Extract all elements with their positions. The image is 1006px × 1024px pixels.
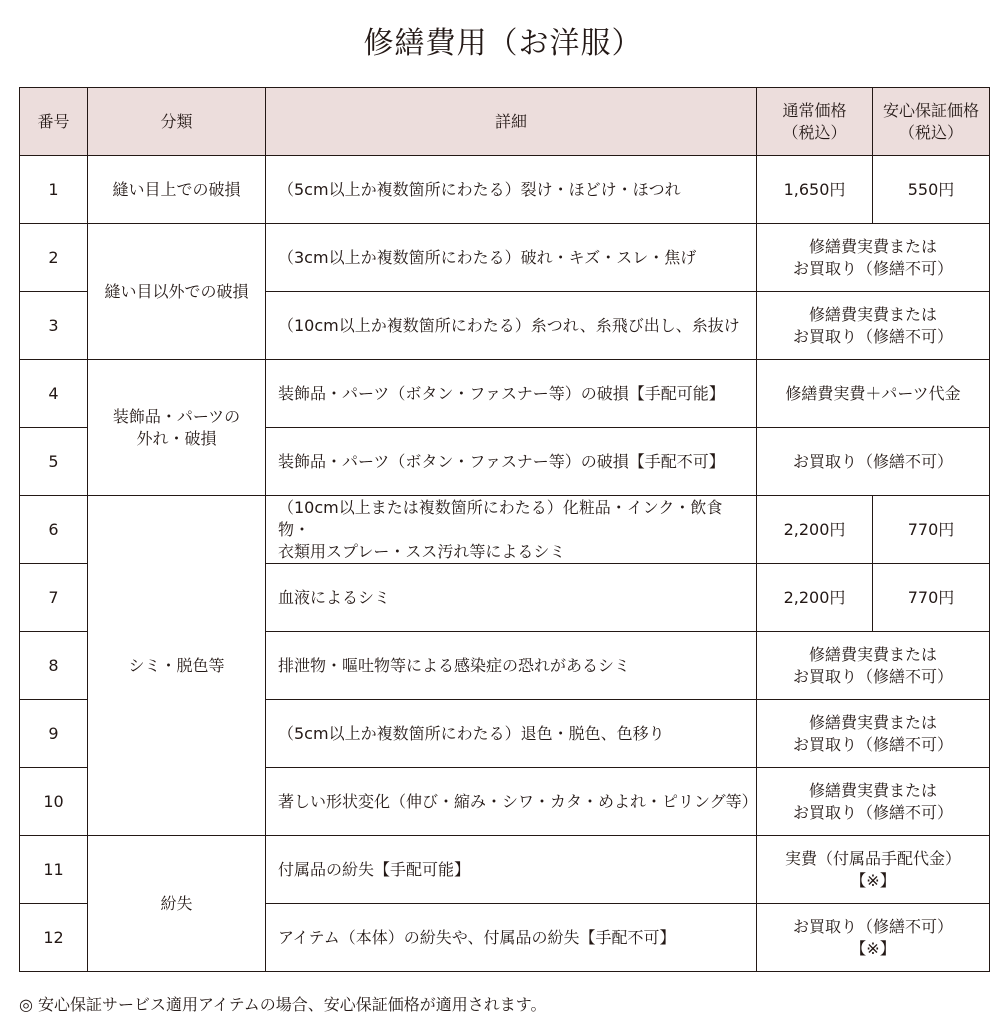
price-cell: 修繕費実費または お買取り（修繕不可）: [757, 224, 990, 292]
row-number: 9: [20, 700, 88, 768]
detail-cell: 装飾品・パーツ（ボタン・ファスナー等）の破損【手配可能】: [266, 360, 757, 428]
price-cell: 修繕費実費または お買取り（修繕不可）: [757, 632, 990, 700]
guarantee-price-cell: 770円: [873, 496, 990, 564]
row-number: 8: [20, 632, 88, 700]
repair-cost-table: [19, 87, 990, 972]
row-number: 11: [20, 836, 88, 904]
header-guarantee-price: 安心保証価格 （税込）: [873, 88, 990, 156]
price-cell: お買取り（修繕不可） 【※】: [757, 904, 990, 972]
detail-cell: 血液によるシミ: [266, 564, 757, 632]
table-row: [20, 360, 990, 428]
category-cell: 縫い目上での破損: [88, 156, 266, 224]
table-row: [20, 156, 990, 224]
footnote: ◎ 安心保証サービス適用アイテムの場合、安心保証価格が適用されます。: [19, 995, 547, 1014]
price-cell: 修繕費実費＋パーツ代金: [757, 360, 990, 428]
row-number: 4: [20, 360, 88, 428]
detail-cell: 排泄物・嘔吐物等による感染症の恐れがあるシミ: [266, 632, 757, 700]
guarantee-price-cell: 550円: [873, 156, 990, 224]
regular-price-cell: 2,200円: [757, 496, 873, 564]
detail-cell: 装飾品・パーツ（ボタン・ファスナー等）の破損【手配不可】: [266, 428, 757, 496]
detail-cell: （5cm以上か複数箇所にわたる）裂け・ほどけ・ほつれ: [266, 156, 757, 224]
header-category: 分類: [88, 88, 266, 156]
price-cell: 修繕費実費または お買取り（修繕不可）: [757, 292, 990, 360]
category-cell: シミ・脱色等: [88, 496, 266, 836]
category-cell: 紛失: [88, 836, 266, 972]
row-number: 3: [20, 292, 88, 360]
table-row: [20, 224, 990, 292]
header-number: 番号: [20, 88, 88, 156]
row-number: 12: [20, 904, 88, 972]
detail-cell: アイテム（本体）の紛失や、付属品の紛失【手配不可】: [266, 904, 757, 972]
detail-cell: 著しい形状変化（伸び・縮み・シワ・カタ・めよれ・ピリング等）: [266, 768, 757, 836]
price-cell: 修繕費実費または お買取り（修繕不可）: [757, 700, 990, 768]
table-row: [20, 496, 990, 564]
detail-cell: （5cm以上か複数箇所にわたる）退色・脱色、色移り: [266, 700, 757, 768]
row-number: 10: [20, 768, 88, 836]
price-cell: 修繕費実費または お買取り（修繕不可）: [757, 768, 990, 836]
detail-cell: 付属品の紛失【手配可能】: [266, 836, 757, 904]
table-row: [20, 836, 990, 904]
price-cell: お買取り（修繕不可）: [757, 428, 990, 496]
row-number: 7: [20, 564, 88, 632]
row-number: 6: [20, 496, 88, 564]
detail-cell: （10cm以上か複数箇所にわたる）糸つれ、糸飛び出し、糸抜け: [266, 292, 757, 360]
row-number: 5: [20, 428, 88, 496]
guarantee-price-cell: 770円: [873, 564, 990, 632]
header-regular-price: 通常価格 （税込）: [757, 88, 873, 156]
category-cell: 縫い目以外での破損: [88, 224, 266, 360]
regular-price-cell: 2,200円: [757, 564, 873, 632]
table-header-row: [20, 88, 990, 156]
detail-cell: （3cm以上か複数箇所にわたる）破れ・キズ・スレ・焦げ: [266, 224, 757, 292]
category-cell: 装飾品・パーツの 外れ・破損: [88, 360, 266, 496]
regular-price-cell: 1,650円: [757, 156, 873, 224]
detail-cell: （10cm以上または複数箇所にわたる）化粧品・インク・飲食物・ 衣類用スプレー・スス汚れ等によるシミ: [266, 496, 757, 564]
price-cell: 実費（付属品手配代金） 【※】: [757, 836, 990, 904]
row-number: 1: [20, 156, 88, 224]
page-title: 修繕費用（お洋服）: [363, 26, 643, 61]
row-number: 2: [20, 224, 88, 292]
header-detail: 詳細: [266, 88, 757, 156]
